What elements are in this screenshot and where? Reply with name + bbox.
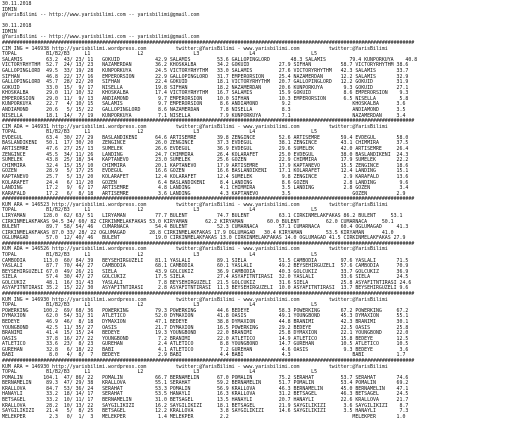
text-line: TOPAL B1/B2/B3 L1 L2 L3 L4 L5 xyxy=(2,129,318,136)
text-line: GOKUID 33.0 15/ 9/ 17 NISELLA 19.8 SIFHAN 18.2 NAZAMERDAN 20.6 KUNPORKUYA 9.3 GOKUID 27.1 xyxy=(2,84,409,91)
text-line: CHIMMIRA 32.4 15/ 15/ 10 CHIMMIRA 20.1 KAPTANEVO 17.9 ARTISEMRE 17.9 KAPTANEVO 15.5 ZENGINCE 18.6 xyxy=(2,162,409,169)
text-line: ASYAFITNTIRASI 35.2 15/ 22/ 30 ASYAFITNTIRASI 2.8 ASYAFITNTIRASI 11.3 BEYSEHIRGUZELI 10.0 ASYAFITNTIRASI 13.7 BEYSEHIRGUZELI 9.6 xyxy=(2,285,409,292)
text-line: HANAYLI 33.2 18/ 14/ 17 SERAHAT 53.5 HANAYLI 16.3 KRALLOVA 31.2 BETSAGEL 46.3 BETSAGEL 24.5 xyxy=(2,391,409,398)
text-line: LIRYAMAN 128.0 62/ 63/ 51 LIRYAMAN 77.7 BULENT 74.7 BULENT 63.1 CIRKINMELAKFAKAS 86.2 BULENT 53.1 xyxy=(2,212,403,219)
text-line: BETSAGEL 33.2 10/ 11/ 17 BERNAMELIN 31.0 BETSAGEL 13.5 HANAYLI 20.7 HANAYLI 22.6 KRALLOVA 21.7 xyxy=(2,397,409,404)
text-line: KAPTANEVO 25.7 5/ 13/ 20 KOLARAFET 12.4 KOLARAFET 12.4 SUMELEK 9.8 ZENGINCE 2.9 KARAFALD 13.6 xyxy=(2,173,409,180)
text-line: IDMIN xyxy=(2,28,17,35)
text-line: KUM ADA = 146526 http://yarisbilimi.wordpress.com twitter:@YarisBilimi - www.yarisbilimi.com twitter:@YarisBilimi xyxy=(2,246,388,253)
text-line: GOLCUKIZ 48.1 16/ 31/ 43 YASLALI 7.8 BEYSEHIRGUZELI 21.5 GOLCUKIZ 31.6 SIELA 25.8 ASYAFITNTIRASI 24.6 xyxy=(2,279,412,286)
text-line: EMPERORSION 29.0 11/ 9/ 13 ANDIAMOND 9.7 EMPERORSION 10.0 SIFHAN 10.3 EMPERORSION 6.5 NISELLA 5.8 xyxy=(2,95,409,102)
text-line: ############################################################################################################################################ xyxy=(2,291,415,298)
text-line: IDMIN xyxy=(2,6,17,13)
text-line: @YarisBilimi -- http://www.yarisbilimi.com -- yarisbilimi@gmail.com xyxy=(2,12,200,19)
text-line: TOPAL B1/B2/B3 L1 L2 L3 L4 L5 xyxy=(2,51,318,58)
text-line: SUMELEK 43.8 25/ 18/ 34 KAPTANEVO 23.0 SUMELEK 25.6 GOZEN 22.9 CHIMMIRA 17.9 SUMELEK 22.2 xyxy=(2,157,409,164)
text-line: YOUNGBOND 42.5 11/ 35/ 27 OASIS 21.7 DYMAXION 16.5 POWERKING 29.2 BEDEYE 22.5 OASIS 25.8 xyxy=(2,324,409,331)
text-line: KUM ARA = 146930 http://yarisbilimi.wordpress.com twitter:@YarisBilimi - www.yarisbilimi.com twitter:@YarisBilimi xyxy=(2,363,388,370)
text-line: ############################################################################################################################################ xyxy=(2,358,415,364)
text-line: 30.11.2018 xyxy=(2,1,32,7)
text-line: KOLARAFET 24.4 6/ 11/ 20 GOZEN 6.4 BASLANDIKENI 8.4 LANDING 8.6 GOZEN 2.8 LANDING 9.6 xyxy=(2,179,409,186)
text-line: LANDING 17.2 9/ 6/ 17 ARTISEMRE 4.8 LANDING 4.1 CHIMMIRA 3.5 LANDING 2.8 GOZEN 3.4 xyxy=(2,185,409,192)
text-line: 30.11.2018 xyxy=(2,23,32,30)
text-line: GOZEN 28.9 5/ 17/ 25 EVDEGUL 16.6 GOZEN 16.6 BASLANDIKENI 17.1 KOLARAFET 12.4 LANDING 15.1 xyxy=(2,168,409,175)
text-line: TOPAL B1/B2/B3 L1 L2 L3 L4 L5 xyxy=(2,302,318,309)
text-line: ############################################################################################################################################ xyxy=(2,40,415,47)
text-line: DYMAXION 62.0 54/ 31/ 31 ATLETICO 52.0 DYMAXION 41.8 OASIS 49.1 YOUNGBOND 45.3 DYMAXION 55.1 xyxy=(2,313,409,320)
text-line: CAMBODIA 113.0 60/ 84/ 39 BEYSEHIRGUZELI 81.1 YASLALI 89.1 SIELA 51.5 CAMBODIA 97.6 YASLALI 71.5 xyxy=(2,257,409,264)
text-line: BERNAMELIN 89.3 47/ 29/ 38 KRALLOVA 55.1 SERAHAT 59.2 BERNAMELIN 51.7 POMALIN 53.4 POMALIN 69.2 xyxy=(2,380,409,387)
text-line: OASIS 37.8 16/ 27/ 22 YOUNGBOND 7.2 BRANIMI 22.0 ATLETICO 14.9 ATLETICO 15.8 BEDEYE 12.5 xyxy=(2,335,409,342)
text-line: BEDEYE 46.9 46/ 8/ 18 DYMAXION 47.1 BEDEYE 38.8 DYMAXION 44.8 BRANIMI 42.3 BRANIMI 30.1 xyxy=(2,318,409,325)
text-line: BRANIMI 41.4 15/ 15/ 24 BEDEYE 19.3 YOUNGBOND 22.0 BRANIMI 25.8 DYMAXION 22.1 YOUNGBOND 22.0 xyxy=(2,330,409,337)
text-line: ZENGINCE 45.5 34/ 11/ 26 LANDING 24.7 CHIMMIRA 26.4 KOLARAFET 25.0 EVDEGUL 38.0 BASLANDIKENI 24.3 xyxy=(2,151,409,158)
text-line: @YarisBilimi -- http://www.yarisbilimi.com -- yarisbilimi@gmail.com xyxy=(2,34,200,41)
text-line: ############################################################################################################################################ xyxy=(2,118,415,125)
text-line: OGLUMAGAD 57.0 12/ 40/ 46 BULENT 19.0 CIRKINMELAKFAKAS 13.0 CIRKINMELAKFAKAS 14.0 OGLUMAGAD 41.5 CIRKINMELAKFAKAS 27.9 xyxy=(2,235,406,242)
text-line: GALLOPINGLORD 45.7 28/ 22/ 20 SIFHAN 22.4 GOKUID 18.1 VICTORYRHYTHM 20.7 GALLOPINGLORD 12.2 GOKUID 31.9 xyxy=(2,79,409,86)
text-line: ANDIAMOND 20.6 5/ 15/ 22 GALLOPINGLORD 8.6 NAZAMERDAN 7.8 NISELLA 8.3 ANDIAMOND 3.5 xyxy=(2,106,406,113)
text-line: TOPAL B1/B2/B3 L1 L2 L3 L4 L5 xyxy=(2,369,318,376)
text-line: CIM ING = 146938 http://yarisbilimi.wordpress.com twitter:@YarisBilimi - www.yarisbilimi.com twitter:@YarisBilimi xyxy=(2,45,388,52)
text-line: GALLOPINGLORD 49.5 33/ 19/ 28 KUNPORKUYA 24.5 VICTORYRHYTHM 33.0 SALAMIS 27.6 VICTORYRHYTHM 42.3 SALAMIS 33.7 xyxy=(2,67,409,74)
text-line: YASLALI 87.7 70/ 44/ 27 CAMBODIA 68.1 CAMBODIA 60.1 YASLALI 49.2 BEYSEHIRGUZELI 57.6 CAMBODIA 70.9 xyxy=(2,263,409,270)
text-line: TOPAL B1/B2/B3 L1 L2 L3 L4 L5 xyxy=(2,207,318,214)
text-line: KRALLOVA 28.2 10/ 13/ 22 SAYGILIKIZI 16.2 SAYGILIKIZI 18.1 BETSAGEL 21.9 SAYGILIKIZI 3.6 SAYGILIKIZI 8.7 xyxy=(2,402,409,409)
text-line: SALAMIS 63.2 43/ 23/ 11 GOKUID 42.9 SALAMIS 53.6 GALLOPINGLORD 48.3 SALAMIS 79.4 KUNPORKUYA 40.8 xyxy=(2,56,418,63)
text-line: KUM ARA = 146523 http://yarisbilimi.wordpress.com twitter:@YarisBilimi - www.yarisbilimi.com twitter:@YarisBilimi xyxy=(2,201,388,208)
text-line: TOPAL B1/B2/B3 L1 L2 L3 L4 L5 xyxy=(2,252,318,259)
text-line: POWERKING 100.2 69/ 68/ 36 POWERKING 79.3 POWERKING 44.6 BEDEYE 58.3 POWERKING 67.2 POWERKING 67.2 xyxy=(2,307,409,314)
text-line: CIM ADA = 146931 http://yarisbilimi.wordpress.com twitter:@YarisBilimi - www.yarisbilimi.com twitter:@YarisBilimi xyxy=(2,123,388,130)
text-line: SAYGILIKIZI 21.4 5/ 8/ 25 BETSAGEL 12.2 KRALLOVA 3.8 SAYGILIKIZI 14.6 SAYGILIKIZI 3.5 HANAYLI 7.3 xyxy=(2,408,409,415)
text-line: KUNPORKUYA 22.7 4/ 10/ 15 SALAMIS 9.7 EMPERORSION 8.6 ANDIAMOND 9.2 KHOSKALBA 3.6 xyxy=(2,101,406,108)
text-line: NISELLA 18.1 14/ 7/ 19 KUNPORKUYA 7.1 NISELLA 7.9 KUNPORKUYA 7.1 NAZAMERDAN 3.4 xyxy=(2,112,406,119)
text-line: BASLANDIKENI 50.1 17/ 30/ 20 ZENGINCE 26.0 ZENGINCE 37.3 EVDEGUL 38.1 ZENGINCE 43.1 CHIMMIRA 37.5 xyxy=(2,140,409,147)
text-line: KRALLOVA 84.7 53/ 36/ 24 SERAHAT 53.3 POMALIN 56.9 KRALLOVA 46.3 BERNAMELIN 45.0 BERNAMELIN 47.1 xyxy=(2,385,409,392)
text-line: ############################################################################################################################################ xyxy=(2,196,415,203)
text-line: MELEKPER 2.3 0/ 1/ 3 MELEKPER 1.4 MELEKPER 2.2 MELEKPER 1.0 xyxy=(2,413,406,420)
text-line: BULENT 89.7 58/ 54/ 46 CUMARNACA 54.4 BULENT 52.3 CUMARNACA 57.1 CUMARNACA 60.4 OGLUMAGAD 41.3 xyxy=(2,224,409,231)
text-line: ARTISEMRE 47.6 27/ 25/ 13 SUMELEK 26.6 EVDEGUL 36.9 EVDEGUL 29.6 SUMELEK 42.0 ARTISEMRE 26.4 xyxy=(2,146,409,153)
text-line: POMALIN 104.1 47/ 86/ 22 POMALIN 66.7 BERNAMELIN 67.0 POMALIN 75.2 SERAHAT 53.7 SERAHAT 74.6 xyxy=(2,374,409,381)
text-line: ############################################################################################################################################ xyxy=(2,240,415,247)
text-line: KARAFALD 17.2 6/ 8/ 18 ARTISEMRE 3.6 LANDING 4.3 KAPTANEVO 3.5 GOZEN 2.9 xyxy=(2,190,406,197)
text-line: CIRKINMELAKFAKAS 87.0 33/ 28/ 22 OGLUMAGAD 28.8 CIRKINMELAKFAKAS 17.9 OGLUMAGAD 30.4 KIRYAMAN 53.5 KIRYAMAN 41.0 xyxy=(2,229,394,236)
text-line: BABI 8.0 4/ 8/ 7 BEDEYE 2.9 BABI 4.4 BABI 4.3 BABI 1.7 xyxy=(2,352,406,359)
text-line: KHOSKALBA 29.0 11/ 10/ 32 KHOSKALBA 17.4 VICTORYRHYTHM 16.7 SALAMIS 15.9 GOKUID 8.6 EMPERORSION 9.3 xyxy=(2,90,409,97)
text-line: EVDEGUL 63.4 30/ 27/ 29 BASLANDIKENI 64.6 ARTISEMRE 39.8 ZENGINCE 52.6 ARTISEMRE 59.4 EVDEGUL 58.0 xyxy=(2,134,409,141)
text-line: GUREHAN 32.8 6/ 18/ 22 BABI 4.1 ATLETICO 7.2 GUREHAN 4.6 OASIS 9.3 BEDEYE 3.6 xyxy=(2,346,409,353)
text-line: SIELA 57.4 30/ 47/ 27 GOLCUKIZ 17.5 SIELA 27.4 ASYAFITNTIRASI 32.0 YASLALI 33.6 SIELA 24.5 xyxy=(2,274,409,281)
text-line: KUM ING = 146930 http://yarisbilimi.wordpress.com twitter:@YarisBilimi - www.yarisbilimi.com twitter:@YarisBilimi xyxy=(2,296,388,303)
text-line: CIRKINMELAKFAKAS 94.5 34/ 60/ 82 CIRKINMELAKFAKAS 53.0 KIRYAMAN 62.2 KIRYAMAN 60.0 BULENT 62.0 CUMARNACA 50.1 xyxy=(2,218,394,225)
text-line: ATLETICO 33.6 23/ 8/ 23 GUREHAN 2.4 ATLETICO 8.8 YOUNGBOND 14.7 GUREHAN 10.5 ATLETICO 10.5 xyxy=(2,341,409,348)
text-line: SIFHAN 46.8 22/ 17/ 16 EMPERORSION 22.9 GALLOPINGLORD 31.7 EMPERORSION 25.4 NAZAMERDAN 12.2 SALAMIS 32.9 xyxy=(2,73,409,80)
text-line: BEYSEHIRGUZELI 67.0 49/ 26/ 21 SIELA 43.9 GOLCUKIZ 36.9 CAMBODIA 40.3 GOLCUKIZ 33.7 GOLCUKIZ 36.9 xyxy=(2,268,409,275)
text-line: VICTORYRHYTHM 52.7 24/ 13/ 23 NAZAMERDAN 36.2 KHOSKALBA 34.2 GOKUID 27.9 SIFHAN 58.7 VICTORYRHYTHM 38.6 xyxy=(2,62,409,69)
